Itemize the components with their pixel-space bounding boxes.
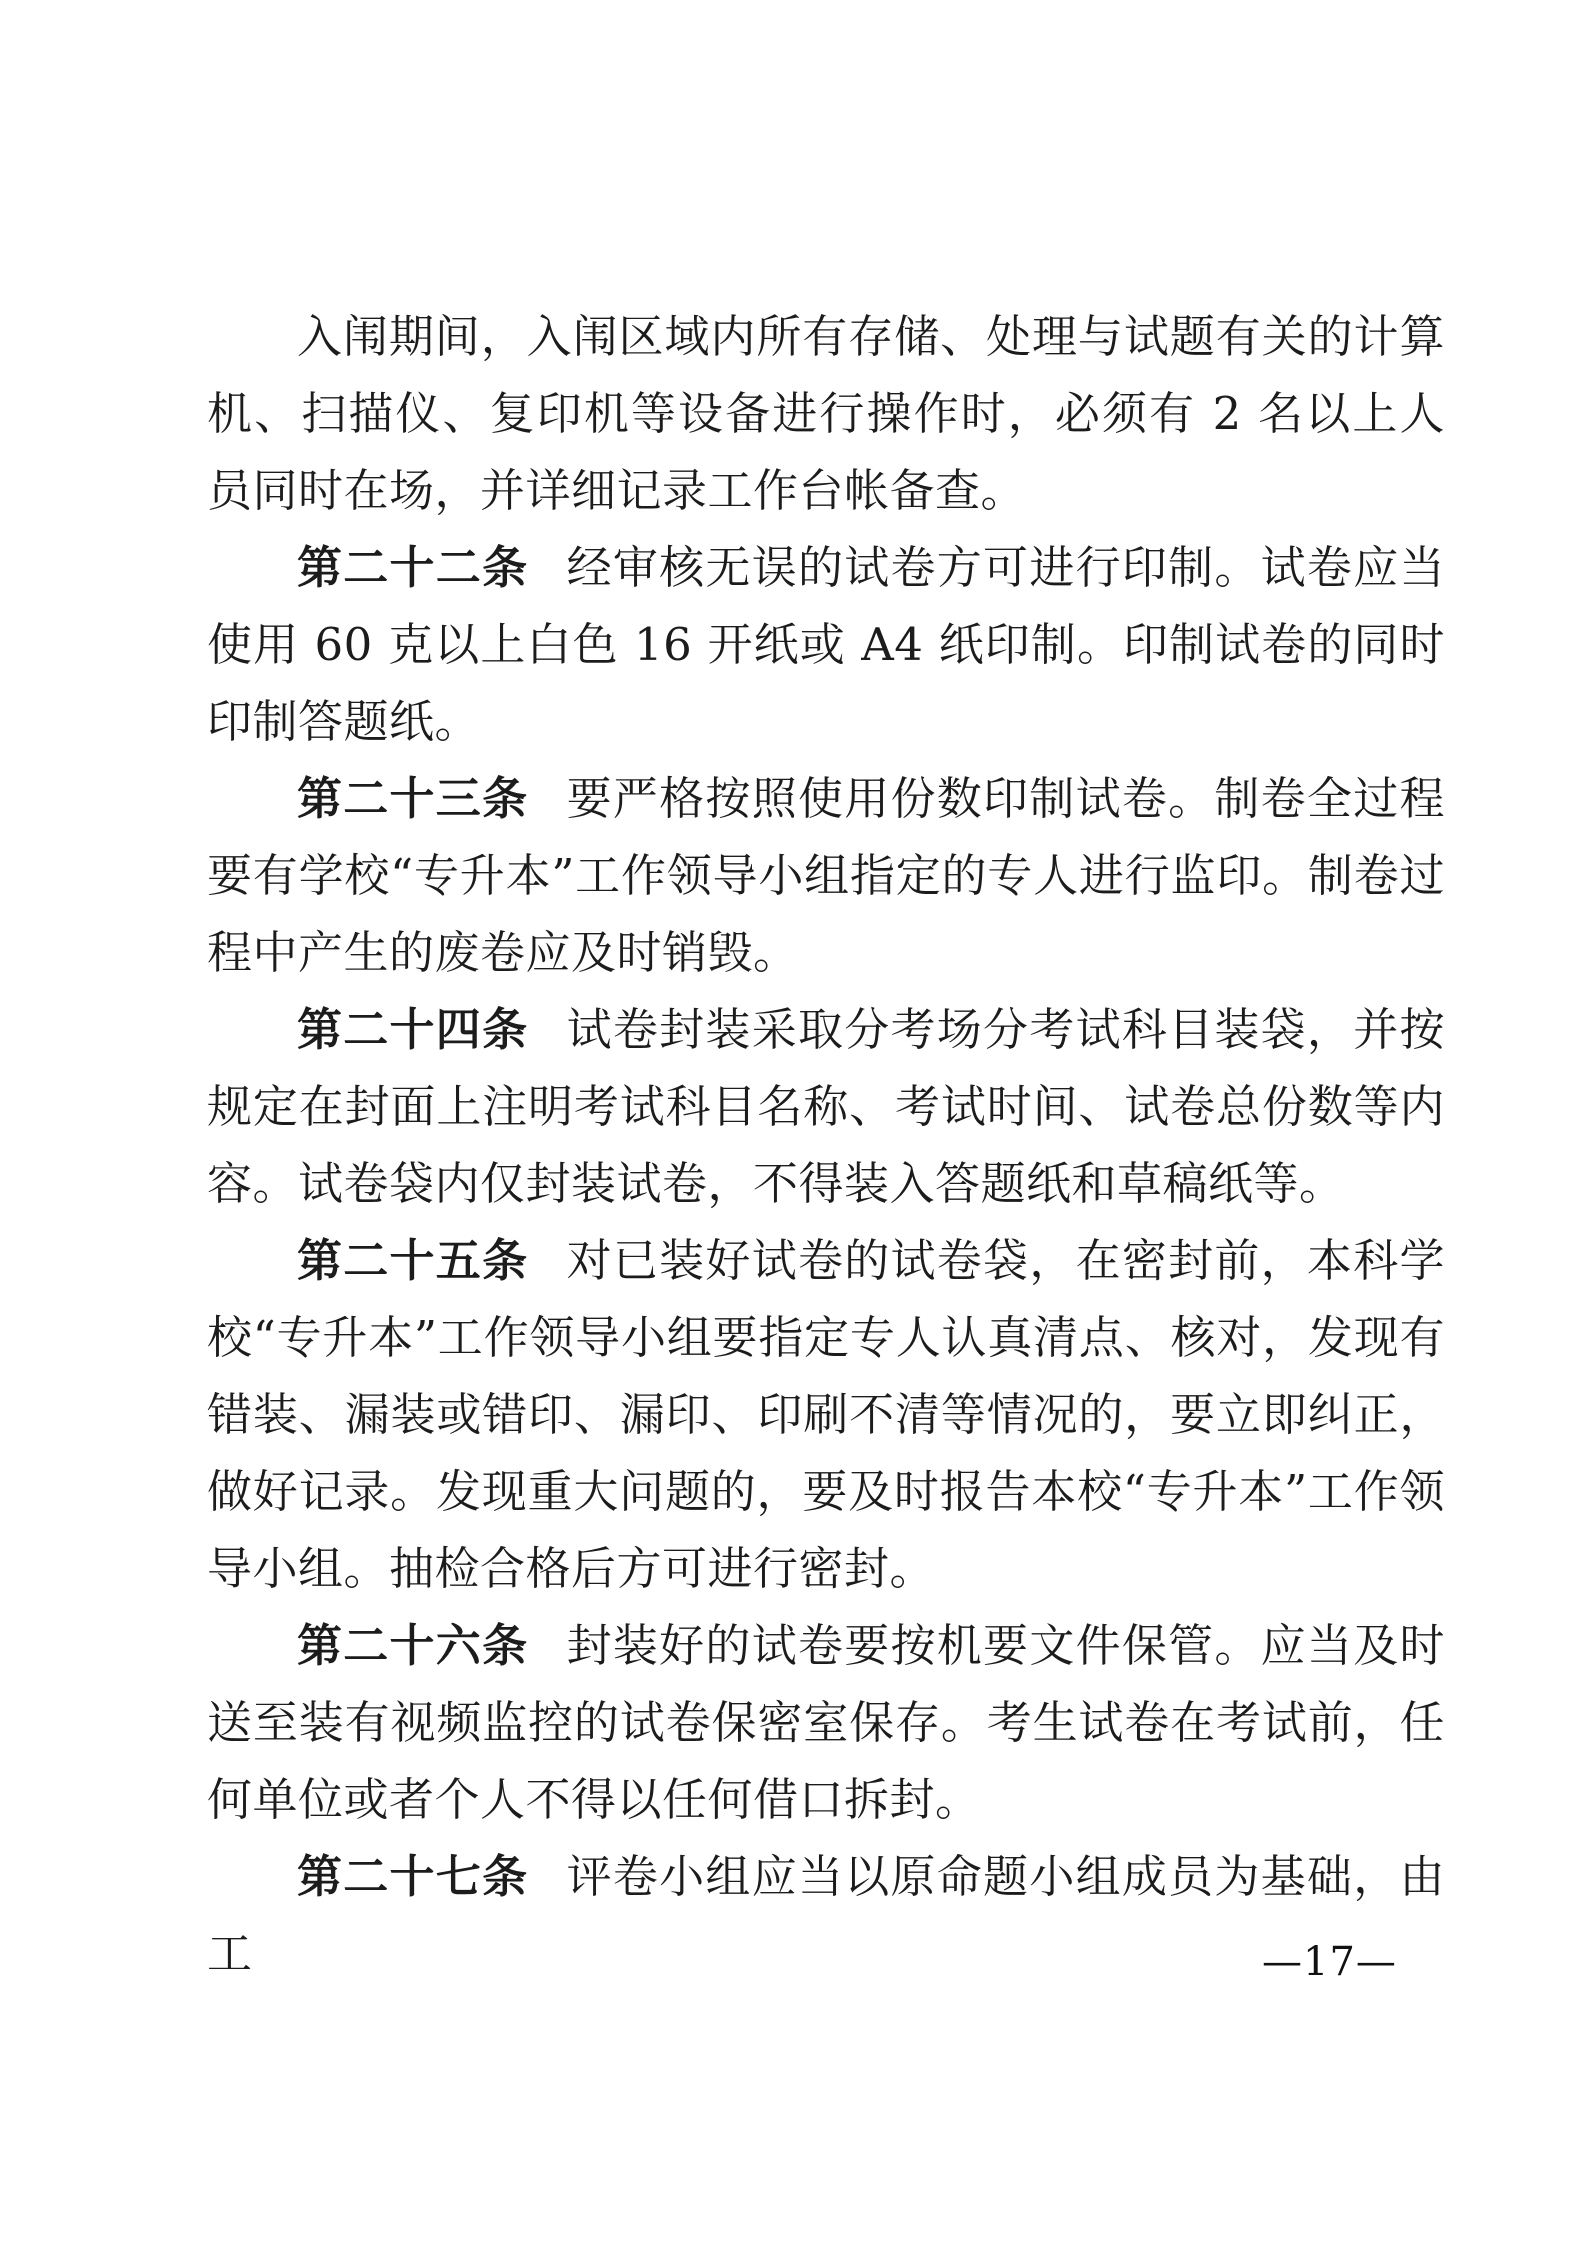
article-number-heading: 第二十六条	[297, 1619, 529, 1672]
article-number-heading: 第二十二条	[297, 541, 529, 594]
paragraph-article-22	[207, 529, 1445, 760]
paragraph-article-26	[207, 1607, 1445, 1838]
paragraph-article-24	[207, 991, 1445, 1222]
paragraph-article-25	[207, 1222, 1445, 1607]
paragraph-text: 入闱期间，入闱区域内所有存储、处理与试题有关的计算机、扫描仪、复印机等设备进行操作时，必须有 2 名以上人员同时在场，并详细记录工作台帐备查。	[207, 310, 1445, 517]
paragraph-text: 封装好的试卷要按机要文件保管。应当及时送至装有视频监控的试卷保密室保存。考生试卷在考试前，任何单位或者个人不得以任何借口拆封。	[207, 1619, 1445, 1826]
page-number: —17—	[1262, 1939, 1397, 1985]
article-number-heading: 第二十七条	[297, 1850, 529, 1903]
document-body	[207, 298, 1445, 1992]
paragraph-text: 要严格按照使用份数印制试卷。制卷全过程要有学校“专升本”工作领导小组指定的专人进行监印。制卷过程中产生的废卷应及时销毁。	[207, 772, 1445, 979]
article-number-heading: 第二十四条	[297, 1003, 529, 1056]
paragraph-text: 试卷封装采取分考场分考试科目装袋，并按规定在封面上注明考试科目名称、考试时间、试卷总份数等内容。试卷袋内仅封装试卷，不得装入答题纸和草稿纸等。	[207, 1003, 1445, 1210]
paragraph-text: 对已装好试卷的试卷袋，在密封前，本科学校“专升本”工作领导小组要指定专人认真清点、核对，发现有错装、漏装或错印、漏印、印刷不清等情况的，要立即纠正，做好记录。发现重大问题的，要及时报告本校“专升本”工作领导小组。抽检合格后方可进行密封。	[207, 1234, 1445, 1595]
paragraph-article-27	[207, 1838, 1445, 1992]
paragraph-article-23	[207, 760, 1445, 991]
paragraph-intro	[207, 298, 1445, 529]
paragraph-text: 经审核无误的试卷方可进行印制。试卷应当使用 60 克以上白色 16 开纸或 A4 纸印制。印制试卷的同时印制答题纸。	[207, 541, 1445, 748]
paragraph-text: 评卷小组应当以原命题小组成员为基础，由工	[207, 1850, 1445, 1980]
article-number-heading: 第二十三条	[297, 772, 529, 825]
article-number-heading: 第二十五条	[297, 1234, 529, 1287]
